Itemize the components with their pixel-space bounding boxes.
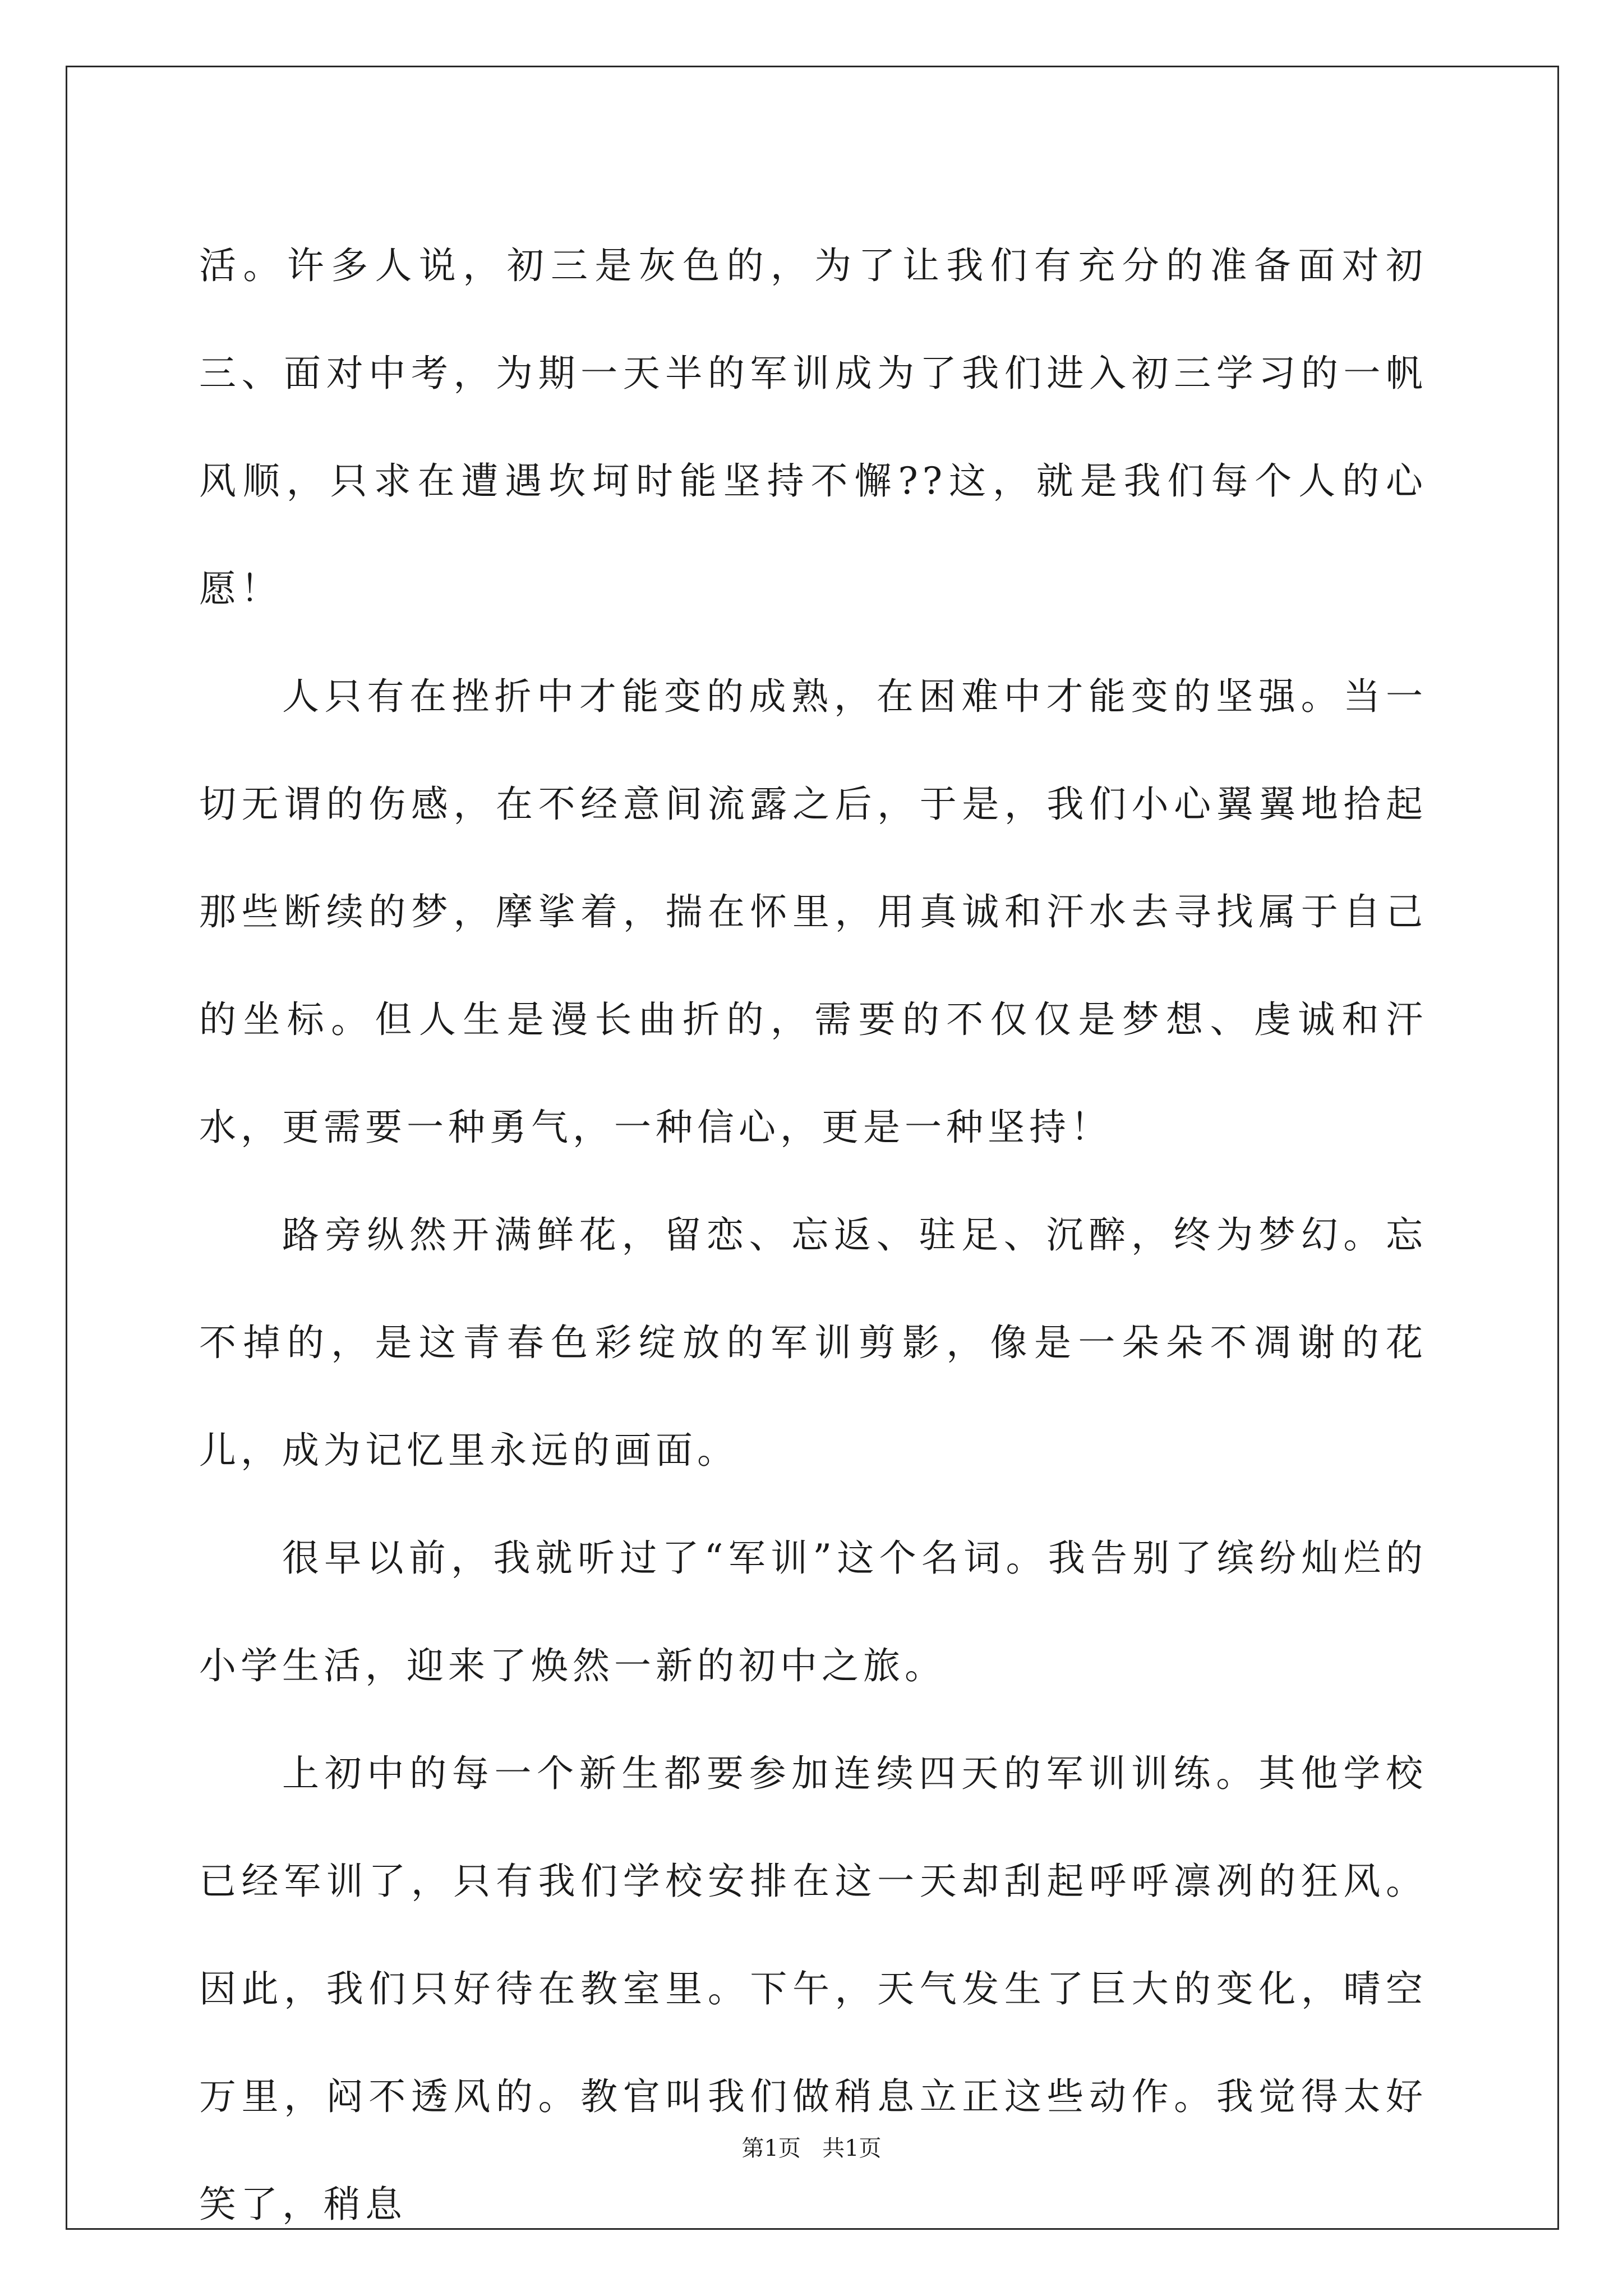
- paragraph-3: 路旁纵然开满鲜花，留恋、忘返、驻足、沉醉，终为梦幻。忘不掉的，是这青春色彩绽放的军训剪影，像是一朵朵不凋谢的花儿，成为记忆里永远的画面。: [199, 1213, 1427, 1472]
- page-number-total: 共1页: [822, 2136, 882, 2161]
- document-body: [199, 212, 1427, 2258]
- paragraph-4: 很早以前，我就听过了“军训”这个名词。我告别了缤纷灿烂的小学生活，迎来了焕然一新的初中之旅。: [199, 1536, 1427, 1687]
- paragraph-5: 上初中的每一个新生都要参加连续四天的军训训练。其他学校已经军训了，只有我们学校安排在这一天却刮起呼呼凛冽的狂风。因此，我们只好待在教室里。下午，天气发生了巨大的变化，晴空万里，闷不透风的。教官叫我们做稍息立正这些动作。我觉得太好笑了，稍息: [199, 1752, 1427, 2226]
- page-footer: [0, 2132, 1623, 2165]
- paragraph-2: 人只有在挫折中才能变的成熟，在困难中才能变的坚强。当一切无谓的伤感，在不经意间流露之后，于是，我们小心翼翼地拾起那些断续的梦，摩挲着，揣在怀里，用真诚和汗水去寻找属于自己的坐标。但人生是漫长曲折的，需要的不仅仅是梦想、虔诚和汗水，更需要一种勇气，一种信心，更是一种坚持！: [199, 675, 1427, 1149]
- paragraph-1: 活。许多人说，初三是灰色的，为了让我们有充分的准备面对初三、面对中考，为期一天半的军训成为了我们进入初三学习的一帆风顺，只求在遭遇坎坷时能坚持不懈??这，就是我们每个人的心愿！: [199, 244, 1427, 610]
- page-number-current: 第1页: [741, 2136, 801, 2161]
